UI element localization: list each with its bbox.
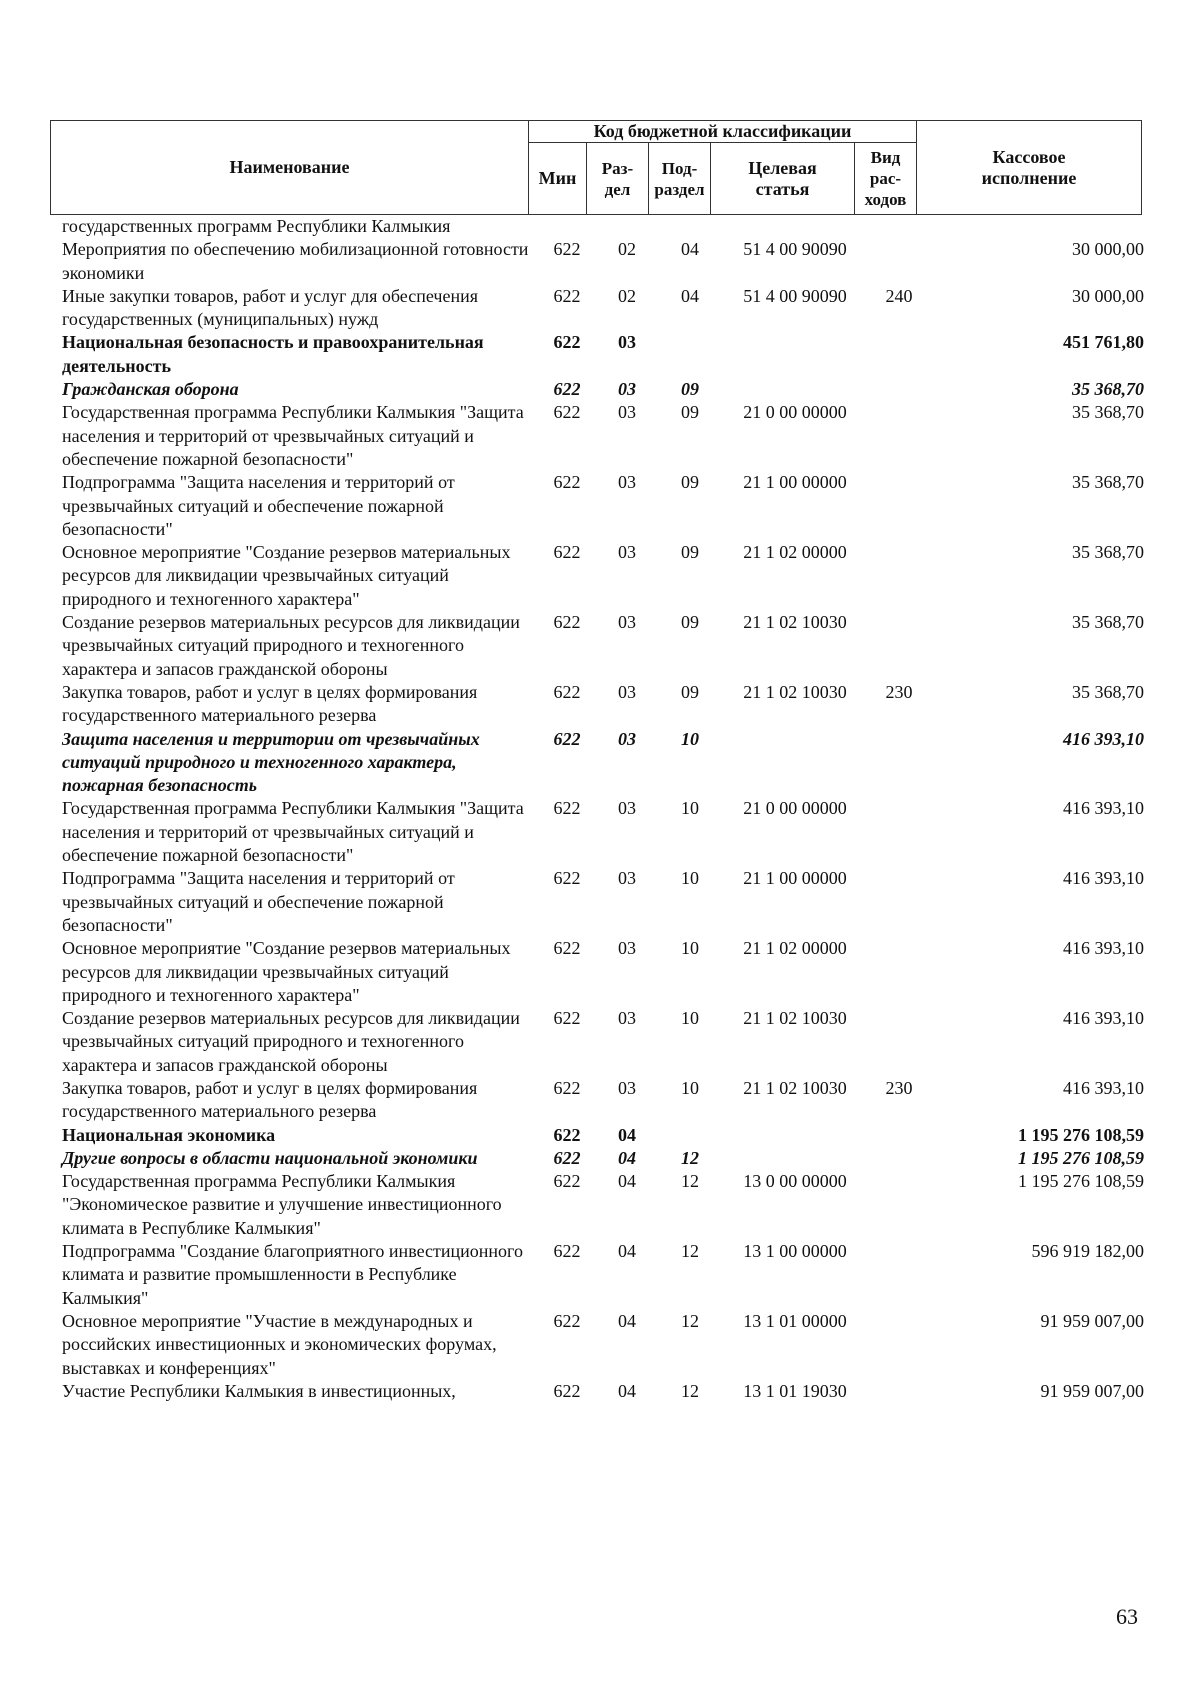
row-amount: 35 368,70 xyxy=(1072,542,1144,563)
header-budget-classification-code: Код бюджетной классификации xyxy=(529,121,917,143)
row-min: 622 xyxy=(553,1380,581,1401)
row-name: Другие вопросы в области национальной экономики xyxy=(62,1147,478,1168)
row-podrazdel: 10 xyxy=(681,1077,699,1098)
row-amount: 35 368,70 xyxy=(1072,402,1144,423)
row-expense-type xyxy=(868,1007,930,1077)
row-amount: 416 393,10 xyxy=(1063,798,1144,819)
row-min: 622 xyxy=(553,542,581,563)
header-podrazdel: Под- раздел xyxy=(649,143,711,215)
row-target-article: 21 1 00 00000 xyxy=(743,868,847,889)
row-podrazdel: 10 xyxy=(681,868,699,889)
row-target-article: 51 4 00 90090 xyxy=(743,285,847,306)
row-razdel: 03 xyxy=(618,472,636,493)
row-target-article: 21 1 02 10030 xyxy=(743,681,847,702)
row-name: Закупка товаров, работ и услуг в целях формирования государственного материального резерва xyxy=(62,681,478,726)
row-podrazdel: 09 xyxy=(681,379,699,400)
table-row xyxy=(62,471,1144,541)
row-razdel: 04 xyxy=(618,1147,636,1168)
row-target-article: 13 1 00 00000 xyxy=(743,1241,847,1262)
table-row xyxy=(62,937,1144,1007)
row-name: Мероприятия по обеспечению мобилизационной готовности экономики xyxy=(62,239,529,283)
row-name: Государственная программа Республики Калмыкия "Экономическое развитие и улучшение инвестиционного климата в Республике Калмыкия" xyxy=(62,1171,502,1238)
row-razdel: 03 xyxy=(618,542,636,563)
table-row xyxy=(62,1007,1144,1077)
row-amount xyxy=(930,215,1144,238)
row-amount: 416 393,10 xyxy=(1063,1077,1144,1098)
row-min: 622 xyxy=(553,1241,581,1262)
row-razdel: 04 xyxy=(618,1380,636,1401)
row-target-article: 51 4 00 90090 xyxy=(743,239,847,260)
row-expense-type xyxy=(868,1170,930,1240)
row-expense-type: 230 xyxy=(885,681,913,702)
row-razdel: 03 xyxy=(618,332,636,353)
row-expense-type xyxy=(868,728,930,798)
row-razdel: 03 xyxy=(618,868,636,889)
row-amount: 91 959 007,00 xyxy=(1040,1380,1144,1401)
row-amount: 416 393,10 xyxy=(1063,868,1144,889)
row-min: 622 xyxy=(553,379,581,400)
row-target-article: 21 1 02 10030 xyxy=(743,1008,847,1029)
row-amount: 416 393,10 xyxy=(1063,938,1144,959)
table-row xyxy=(62,681,1144,728)
row-amount: 596 919 182,00 xyxy=(1031,1241,1144,1262)
row-expense-type xyxy=(868,1147,930,1170)
row-min: 622 xyxy=(553,1171,581,1192)
row-expense-type xyxy=(868,378,930,401)
row-razdel: 04 xyxy=(618,1310,636,1331)
row-expense-type xyxy=(868,797,930,867)
table-row xyxy=(62,1240,1144,1310)
row-min: 622 xyxy=(553,402,581,423)
row-name: Основное мероприятие "Участие в международных и российских инвестиционных и экономических форумах, выставках и конференциях" xyxy=(62,1310,497,1378)
row-expense-type xyxy=(868,611,930,681)
row-podrazdel: 09 xyxy=(681,472,699,493)
table-row xyxy=(62,611,1144,681)
header-razdel: Раз- дел xyxy=(587,143,649,215)
row-expense-type xyxy=(868,1310,930,1380)
row-razdel: 04 xyxy=(618,1241,636,1262)
table-row xyxy=(62,1147,1144,1170)
table-row xyxy=(62,1077,1144,1124)
row-expense-type xyxy=(868,471,930,541)
row-name: Создание резервов материальных ресурсов для ликвидации чрезвычайных ситуаций природного и техногенного характера и запасов гражданской обороны xyxy=(62,1008,520,1075)
row-podrazdel: 10 xyxy=(681,728,699,749)
row-name: Подпрограмма "Создание благоприятного инвестиционного климата и развитие промышленности в Республике Калмыкия" xyxy=(62,1241,523,1308)
table-header xyxy=(50,120,1142,215)
budget-table-body xyxy=(62,215,1144,1403)
row-amount: 30 000,00 xyxy=(1072,285,1144,306)
row-expense-type xyxy=(868,867,930,937)
row-podrazdel xyxy=(658,1124,722,1147)
row-min: 622 xyxy=(553,798,581,819)
row-razdel: 03 xyxy=(618,1077,636,1098)
row-min: 622 xyxy=(553,938,581,959)
row-min: 622 xyxy=(553,1077,581,1098)
row-min: 622 xyxy=(553,1310,581,1331)
row-podrazdel: 10 xyxy=(681,1008,699,1029)
row-razdel: 03 xyxy=(618,728,636,749)
row-name: государственных программ Республики Калмыкия xyxy=(62,216,451,236)
row-min: 622 xyxy=(553,1124,581,1145)
table-row xyxy=(62,401,1144,471)
row-target-article xyxy=(722,378,868,401)
row-expense-type xyxy=(868,215,930,238)
row-podrazdel: 10 xyxy=(681,938,699,959)
row-amount: 35 368,70 xyxy=(1072,681,1144,702)
row-razdel: 03 xyxy=(618,379,636,400)
row-podrazdel: 09 xyxy=(681,612,699,633)
row-target-article xyxy=(722,331,868,378)
table-row xyxy=(62,215,1144,238)
row-podrazdel: 12 xyxy=(681,1241,699,1262)
row-target-article: 21 1 00 00000 xyxy=(743,472,847,493)
row-expense-type xyxy=(868,401,930,471)
row-min: 622 xyxy=(553,472,581,493)
row-name: Основное мероприятие "Создание резервов материальных ресурсов для ликвидации чрезвычайных ситуаций природного и техногенного характера" xyxy=(62,938,511,1005)
row-amount: 35 368,70 xyxy=(1072,612,1144,633)
row-name: Гражданская оборона xyxy=(62,379,239,400)
row-expense-type xyxy=(868,238,930,285)
row-min: 622 xyxy=(553,868,581,889)
row-target-article: 21 1 02 10030 xyxy=(743,1077,847,1098)
header-min: Мин xyxy=(529,143,587,215)
row-target-article: 21 0 00 00000 xyxy=(743,402,847,423)
row-podrazdel: 09 xyxy=(681,402,699,423)
row-target-article xyxy=(722,1124,868,1147)
row-razdel: 04 xyxy=(618,1171,636,1192)
table-row xyxy=(62,238,1144,285)
row-min: 622 xyxy=(553,612,581,633)
row-podrazdel: 04 xyxy=(681,285,699,306)
header-target-article: Целевая статья xyxy=(711,143,855,215)
row-expense-type xyxy=(868,937,930,1007)
row-amount: 35 368,70 xyxy=(1072,379,1144,400)
row-name: Создание резервов материальных ресурсов для ликвидации чрезвычайных ситуаций природного и техногенного характера и запасов гражданской обороны xyxy=(62,612,520,679)
row-expense-type xyxy=(868,1124,930,1147)
row-name: Подпрограмма "Защита населения и территорий от чрезвычайных ситуаций и обеспечение пожарной безопасности" xyxy=(62,472,455,539)
table-row xyxy=(62,331,1144,378)
row-expense-type xyxy=(868,541,930,611)
row-name: Иные закупки товаров, работ и услуг для обеспечения государственных (муниципальных) нужд xyxy=(62,285,478,330)
row-razdel: 03 xyxy=(618,612,636,633)
row-name: Национальная экономика xyxy=(62,1124,276,1145)
row-podrazdel: 12 xyxy=(681,1147,699,1168)
row-target-article: 21 1 02 10030 xyxy=(743,612,847,633)
row-razdel: 02 xyxy=(618,285,636,306)
row-podrazdel: 12 xyxy=(681,1380,699,1401)
row-target-article: 21 1 02 00000 xyxy=(743,542,847,563)
header-expense-type: Вид рас- ходов xyxy=(855,143,917,215)
row-podrazdel: 04 xyxy=(681,239,699,260)
row-amount: 416 393,10 xyxy=(1063,1008,1144,1029)
row-expense-type xyxy=(868,1380,930,1403)
row-podrazdel: 09 xyxy=(681,542,699,563)
row-expense-type xyxy=(868,1240,930,1310)
row-name: Подпрограмма "Защита населения и территорий от чрезвычайных ситуаций и обеспечение пожарной безопасности" xyxy=(62,868,455,935)
row-podrazdel: 09 xyxy=(681,681,699,702)
row-min: 622 xyxy=(553,1147,581,1168)
table-row xyxy=(62,1124,1144,1147)
row-razdel: 02 xyxy=(618,239,636,260)
row-amount: 1 195 276 108,59 xyxy=(1018,1147,1144,1168)
table-row xyxy=(62,285,1144,332)
row-name: Национальная безопасность и правоохранительная деятельность xyxy=(62,332,484,376)
table-row xyxy=(62,1170,1144,1240)
row-target-article: 13 1 01 00000 xyxy=(743,1310,847,1331)
row-name: Государственная программа Республики Калмыкия "Защита населения и территорий от чрезвычайных ситуаций и обеспечение пожарной безопасности" xyxy=(62,798,524,866)
table-row xyxy=(62,867,1144,937)
page-number: 63 xyxy=(1116,1604,1138,1629)
row-razdel: 03 xyxy=(618,938,636,959)
row-podrazdel xyxy=(658,215,722,238)
row-target-article: 13 0 00 00000 xyxy=(743,1171,847,1192)
row-amount: 35 368,70 xyxy=(1072,472,1144,493)
row-razdel: 04 xyxy=(618,1124,636,1145)
row-razdel: 03 xyxy=(618,1008,636,1029)
row-name: Основное мероприятие "Создание резервов материальных ресурсов для ликвидации чрезвычайных ситуаций природного и техногенного характера" xyxy=(62,542,511,609)
row-min: 622 xyxy=(553,681,581,702)
header-name: Наименование xyxy=(51,121,529,215)
table-row xyxy=(62,541,1144,611)
row-target-article xyxy=(722,728,868,798)
row-target-article xyxy=(722,1147,868,1170)
row-razdel: 03 xyxy=(618,681,636,702)
row-name: Защита населения и территории от чрезвычайных ситуаций природного и техногенного характера, пожарная безопасность xyxy=(62,728,480,796)
row-amount: 451 761,80 xyxy=(1063,332,1144,353)
row-expense-type: 230 xyxy=(885,1077,913,1098)
row-amount: 416 393,10 xyxy=(1063,728,1144,749)
row-min: 622 xyxy=(553,285,581,306)
row-name: Государственная программа Республики Калмыкия "Защита населения и территорий от чрезвычайных ситуаций и обеспечение пожарной безопасности" xyxy=(62,402,524,469)
table-row xyxy=(62,797,1144,867)
table-row xyxy=(62,1380,1144,1403)
row-podrazdel: 10 xyxy=(681,798,699,819)
row-name: Участие Республики Калмыкия в инвестиционных, xyxy=(62,1380,456,1401)
row-expense-type xyxy=(868,331,930,378)
row-min: 622 xyxy=(553,239,581,260)
table-row xyxy=(62,728,1144,798)
row-min: 622 xyxy=(553,332,581,353)
row-target-article xyxy=(722,215,868,238)
row-podrazdel xyxy=(658,331,722,378)
row-name: Закупка товаров, работ и услуг в целях формирования государственного материального резерва xyxy=(62,1077,478,1122)
row-podrazdel: 12 xyxy=(681,1171,699,1192)
row-amount: 1 195 276 108,59 xyxy=(1018,1124,1144,1145)
row-podrazdel: 12 xyxy=(681,1310,699,1331)
row-expense-type: 240 xyxy=(885,285,913,306)
row-amount: 30 000,00 xyxy=(1072,239,1144,260)
row-min xyxy=(538,215,596,238)
row-target-article: 13 1 01 19030 xyxy=(743,1380,847,1401)
row-target-article: 21 1 02 00000 xyxy=(743,938,847,959)
row-razdel: 03 xyxy=(618,402,636,423)
row-razdel: 03 xyxy=(618,798,636,819)
row-min: 622 xyxy=(553,1008,581,1029)
header-cash-execution: Кассовое исполнение xyxy=(917,121,1142,215)
row-amount: 1 195 276 108,59 xyxy=(1018,1171,1144,1192)
row-min: 622 xyxy=(553,728,581,749)
table-row xyxy=(62,1310,1144,1380)
table-row xyxy=(62,378,1144,401)
row-razdel xyxy=(596,215,658,238)
row-target-article: 21 0 00 00000 xyxy=(743,798,847,819)
row-amount: 91 959 007,00 xyxy=(1040,1310,1144,1331)
